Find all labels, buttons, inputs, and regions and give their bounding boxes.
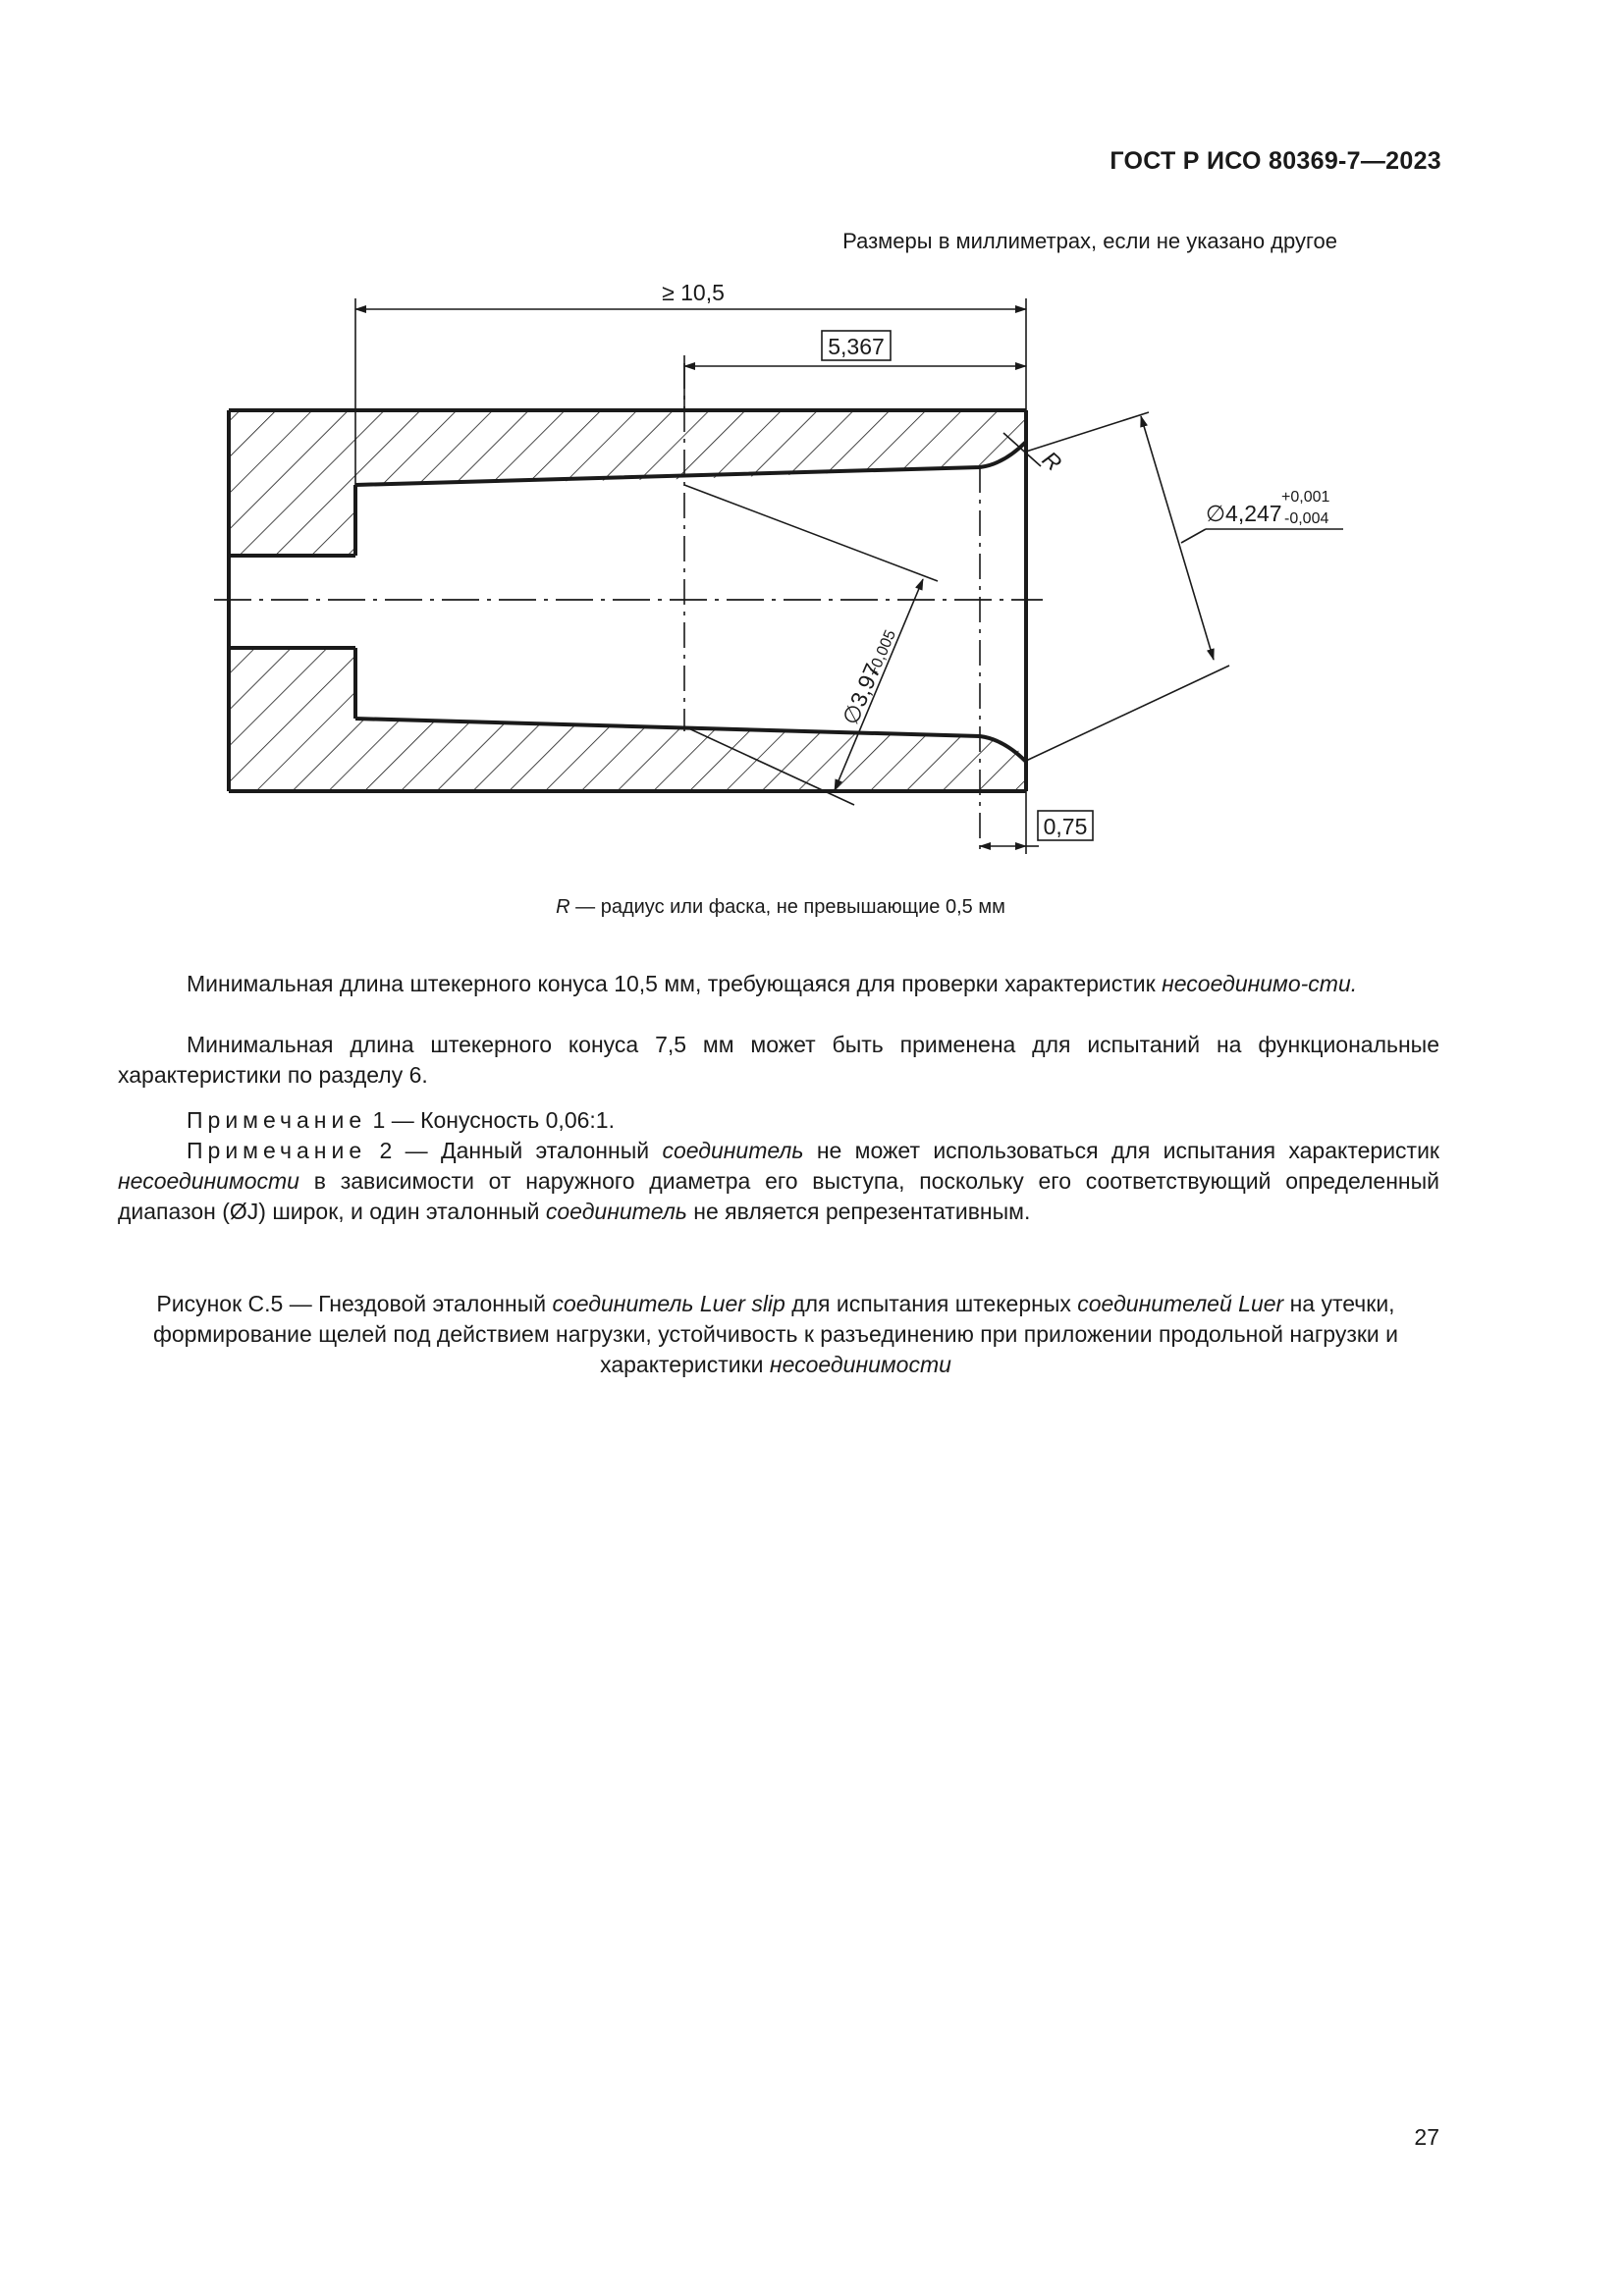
notes-block [118, 1105, 1439, 1227]
note-1-number: 1 [366, 1107, 386, 1133]
note-2-text-b: не может использоваться для испытания характеристик [803, 1138, 1439, 1163]
note-1-label: Примечание [187, 1107, 367, 1133]
caption-term-c: несоединимости [769, 1352, 951, 1377]
note-2-text-d: не является репрезентативным. [686, 1199, 1031, 1224]
body-section-bottom [229, 648, 1026, 791]
dim-inner-diameter-text: ∅3,97 [837, 660, 886, 728]
note-2-number: 2 [366, 1138, 393, 1163]
units-note: Размеры в миллиметрах, если не указано другое [842, 229, 1337, 253]
dim-end-offset-text: 0,75 [1043, 814, 1088, 839]
dim-outer-diameter [1026, 412, 1343, 761]
paragraph-1-text: Минимальная длина штекерного конуса 10,5 мм, требующаяся для проверки характеристик [187, 971, 1163, 996]
note-1 [118, 1105, 1439, 1136]
dim-basic-length-text: 5,367 [828, 334, 885, 359]
note-2-text-c: в зависимости от наружного диаметра его выступа, поскольку его соответствующий определенный диапазон (ØJ) широк, и один эталонный [118, 1168, 1439, 1224]
paragraph-1-term: несоединимо-сти. [1162, 971, 1358, 996]
note-2 [118, 1136, 1439, 1227]
caption-text-b: для испытания штекерных [785, 1291, 1078, 1316]
figure-caption [108, 1289, 1443, 1380]
paragraph-1 [118, 969, 1439, 999]
caption-term-b: соединителей Luer [1077, 1291, 1284, 1316]
note-1-text: — Конусность 0,06:1. [385, 1107, 615, 1133]
document-header: ГОСТ Р ИСО 80369-7—2023 [1110, 147, 1441, 175]
paragraph-2-text: Минимальная длина штекерного конуса 7,5 мм может быть применена для испытаний на функциональные характеристики по разделу 6. [118, 1032, 1439, 1088]
note-2-text-a: — Данный эталонный [392, 1138, 663, 1163]
caption-term-a: соединитель Luer slip [552, 1291, 785, 1316]
dim-inner-tol: +0,005 [865, 627, 899, 679]
note-2-term-a: соединитель [662, 1138, 804, 1163]
body-section-top [229, 410, 1026, 556]
caption-text-c: на утечки, формирование щелей под действием нагрузки, устойчивость к разъединению при приложении продольной нагрузки и характеристики [152, 1291, 1399, 1377]
radius-label: R [1037, 446, 1067, 476]
note-2-term-c: соединитель [545, 1199, 687, 1224]
legend-symbol: R [556, 896, 570, 918]
note-2-term-b: несоединимости [118, 1168, 299, 1194]
caption-text-a: Рисунок С.5 — Гнездовой эталонный [156, 1291, 553, 1316]
note-2-label: Примечание [187, 1138, 367, 1163]
technical-drawing [0, 0, 1624, 883]
dim-outer-tol-upper: +0,001 [1281, 489, 1330, 506]
page-number: 27 [1414, 2124, 1439, 2150]
dim-outer-diameter-text: ∅4,247 [1206, 501, 1282, 526]
dim-outer-tol-lower: -0,004 [1284, 510, 1329, 527]
dim-overall-text: ≥ 10,5 [662, 280, 725, 305]
legend-text: — радиус или фаска, не превышающие 0,5 мм [569, 896, 1005, 918]
figure-legend [0, 896, 1561, 919]
paragraph-2 [118, 1030, 1439, 1091]
